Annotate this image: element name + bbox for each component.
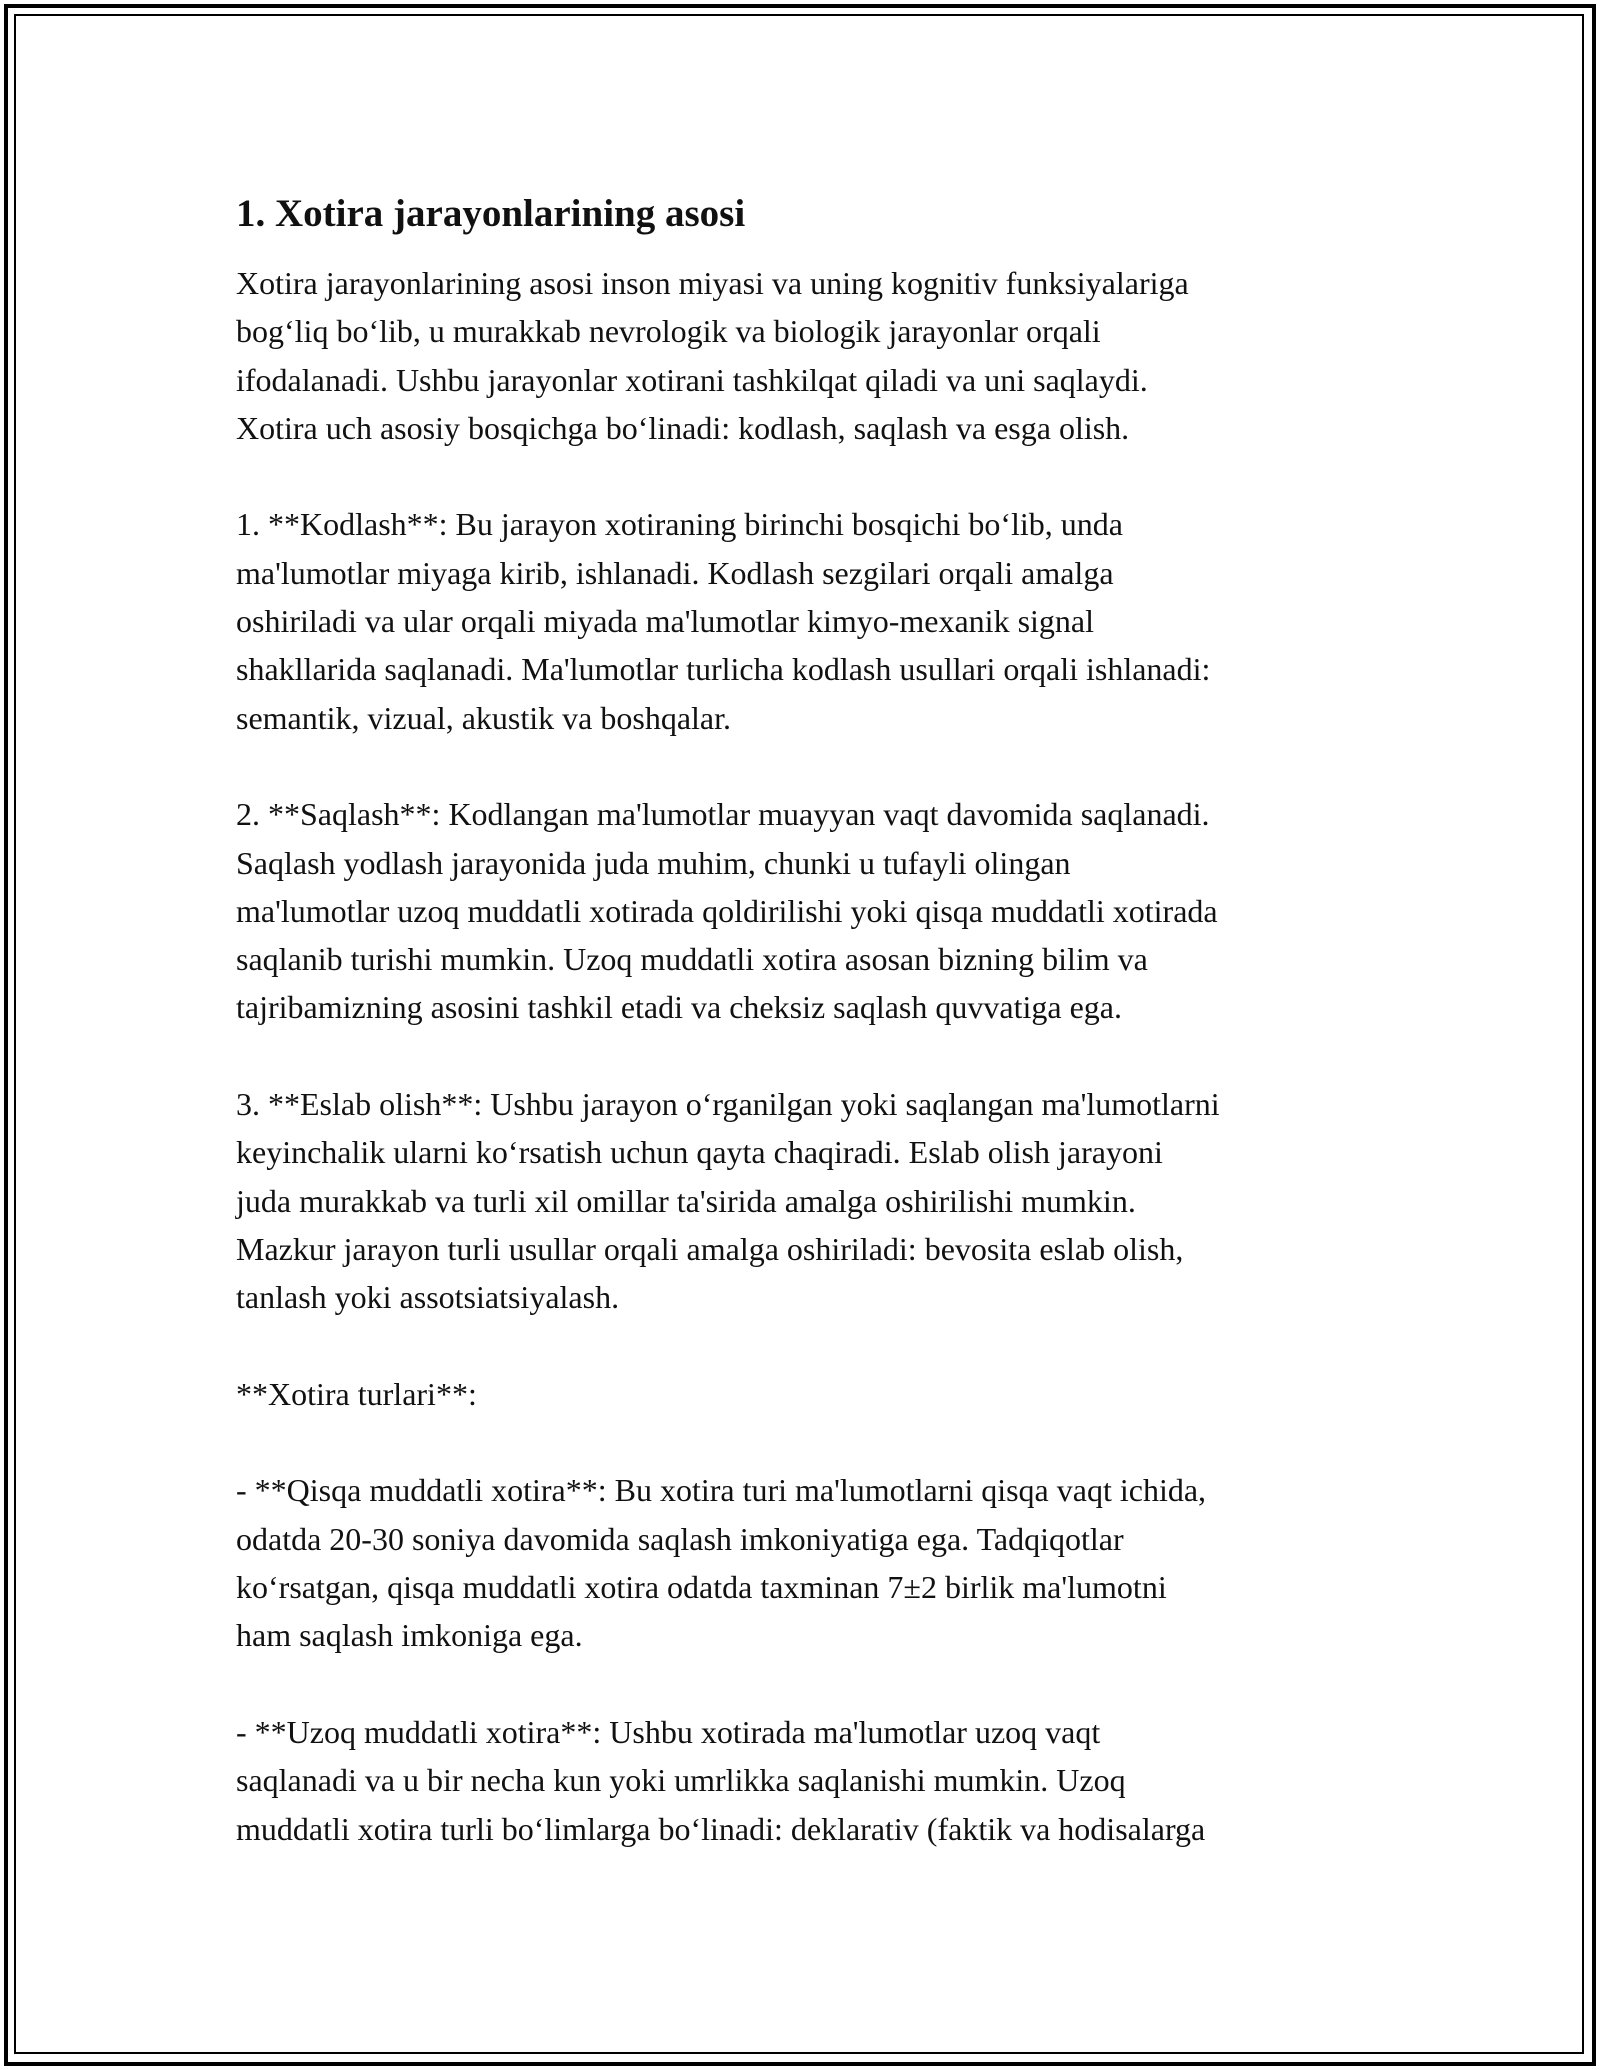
section-heading: 1. Xotira jarayonlarining asosi bbox=[236, 192, 746, 235]
long-term-memory-paragraph: - **Uzoq muddatli xotira**: Ushbu xotirada ma'lumotlar uzoq vaqt saqlanadi va u bir necha kun yoki umrlikka saqlanishi mumkin. Uzoq muddatli xotira turli bo‘limlarga bo‘linadi: deklarativ (faktik va hodisalarga bbox=[236, 1713, 1206, 1847]
short-term-memory-paragraph: - **Qisqa muddatli xotira**: Bu xotira turi ma'lumotlarni qisqa vaqt ichida, odatda 20-30 soniya davomida saqlash imkoniyatiga ega. Tadqiqotlar ko‘rsatgan, qisqa muddatli xotira odatda taxminan 7±2 birlik ma'lumotni ham saqlash imkoniga ega. bbox=[236, 1472, 1207, 1654]
storage-paragraph: 2. **Saqlash**: Kodlangan ma'lumotlar muayyan vaqt davomida saqlanadi. Saqlash yodlash jarayonida juda muhim, chunki u tufayli olingan ma'lumotlar uzoq muddatli xotirada qoldirilishi yoki qisqa muddatli xotirada saqlanib turishi mumkin. Uzoq muddatli xotira asosan bizning bilim va tajribamizning asosini tashkil etadi va cheksiz saqlash quvvatiga ega. bbox=[236, 796, 1218, 1026]
retrieval-paragraph: 3. **Eslab olish**: Ushbu jarayon o‘rganilgan yoki saqlangan ma'lumotlarni keyinchalik ularni ko‘rsatish uchun qayta chaqiradi. Eslab olish jarayoni juda murakkab va turli xil omillar ta'sirida amalga oshirilishi mumkin. Mazkur jarayon turli usullar orqali amalga oshiriladi: bevosita eslab olish, tanlash yoki assotsiatsiyalash. bbox=[236, 1086, 1220, 1316]
encoding-paragraph: 1. **Kodlash**: Bu jarayon xotiraning birinchi bosqichi bo‘lib, unda ma'lumotlar miyaga kirib, ishlanadi. Kodlash sezgilari orqali amalga oshiriladi va ular orqali miyada ma'lumotlar kimyo-mexanik signal shakllarida saqlanadi. Ma'lumotlar turlicha kodlash usullari orqali ishlanadi: semantik, vizual, akustik va boshqalar. bbox=[236, 506, 1211, 736]
memory-types-heading: **Xotira turlari**: bbox=[236, 1375, 477, 1412]
intro-paragraph: Xotira jarayonlarining asosi inson miyasi va uning kognitiv funksiyalariga bog‘liq bo‘lib, u murakkab nevrologik va biologik jarayonlar orqali ifodalanadi. Ushbu jarayonlar xotirani tashkilqat qiladi va uni saqlaydi. Xotira uch asosiy bosqichga bo‘linadi: kodlash, saqlash va esga olish. bbox=[236, 265, 1189, 446]
document-body bbox=[236, 188, 1366, 1853]
